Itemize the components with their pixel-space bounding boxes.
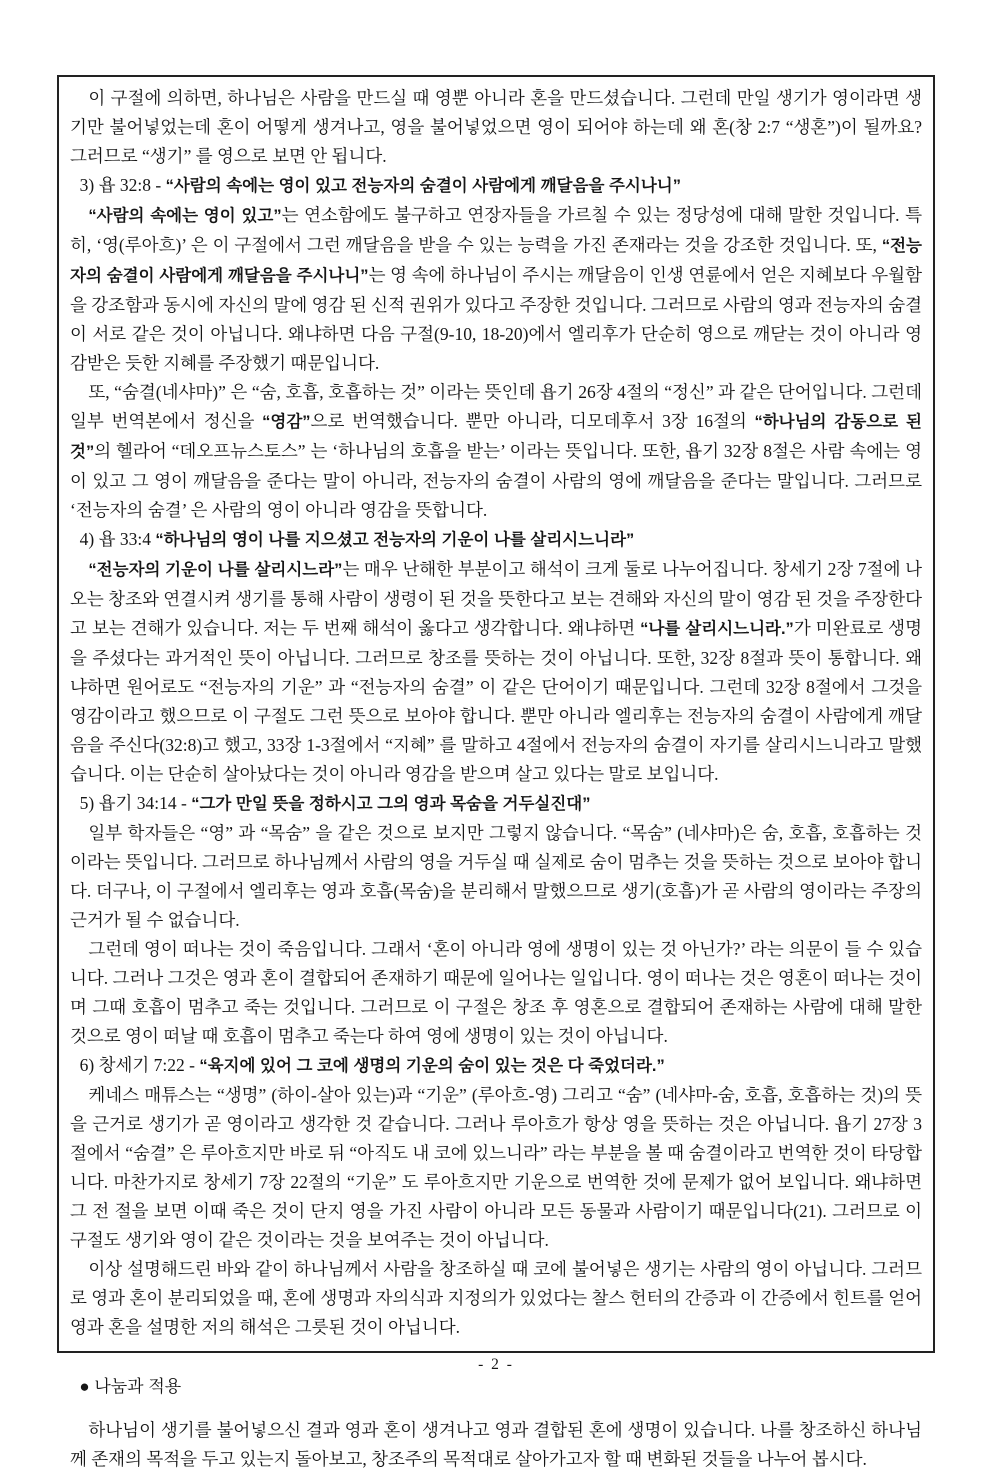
section-heading-sharing-application [70, 1372, 922, 1401]
scripture-quote-bold: “사람의 속에는 영이 있고 전능자의 숨결이 사람에게 깨달음을 주시나니” [165, 177, 681, 195]
scripture-quote-bold: “육지에 있어 그 코에 생명의 기운의 숨이 있는 것은 다 죽었더라.” [199, 1057, 665, 1075]
section-heading-genesis-7-22 [70, 1051, 922, 1081]
body-text: 5) 욥기 34:14 - [79, 793, 192, 813]
scripture-quote-bold: “영감” [262, 413, 311, 431]
body-text: 으로 번역했습니다. 뿐만 아니라, 디모데후서 3장 16절의 [310, 411, 755, 431]
section-heading-job-32-8 [70, 171, 922, 201]
body-text: 의 헬라어 “데오프뉴스토스” 는 ‘하나님의 호흡을 받는’ 이라는 뜻입니다. 또한, 욥기 32장 8절은 사람 속에는 영이 있고 그 영이 깨달음을 준다는 말이 아니라, 전능자의 숨결이 사람의 영에 깨달음을 준다는 말입니다. 그러므로 ‘전능자의 숨결’ 은 사람의 영이 아니라 영감을 뜻합니다. [70, 441, 922, 520]
scripture-quote-bold: “사람의 속에는 영이 있고” [88, 207, 282, 225]
body-text: ● 나눔과 적용 [79, 1377, 182, 1396]
paragraph-neshama-meaning [70, 378, 922, 525]
paragraph-job-34-14-commentary [70, 819, 922, 935]
paragraph-sharing-application [70, 1416, 922, 1474]
scripture-quote-bold: “그가 만일 뜻을 정하시고 그의 영과 목숨을 거두실진대” [191, 795, 591, 813]
scripture-quote-bold: “전능자의 기운이 나를 살리시느라” [88, 561, 343, 579]
paragraph-genesis-7-22-commentary [70, 1081, 922, 1255]
body-text: 는 영 속에 하나님이 주시는 깨달음이 인생 연륜에서 얻은 지혜보다 우월함을 강조함과 동시에 자신의 말에 영감 된 신적 권위가 있다고 주장한 것입니다. 그러므로 사람의 영과 전능자의 숨결이 서로 같은 것이 아닙니다. 왜냐하면 다음 구절(9-10, 18-20)에서 엘리후가 단순히 영으로 깨닫는 것이 아니라 영감받은 듯한 지혜를 주장했기 때문입니다. [70, 265, 923, 373]
body-text: 이상 설명해드린 바와 같이 하나님께서 사람을 창조하실 때 코에 불어넣은 생기는 사람의 영이 아닙니다. 그러므로 영과 혼이 분리되었을 때, 혼에 생명과 자의식과 지정의가 있었다는 찰스 헌터의 간증과 이 간증에서 힌트를 얻어 영과 혼을 설명한 저의 해석은 그릇된 것이 아닙니다. [70, 1259, 923, 1337]
body-text: 또, “숨결(네샤마)” 은 “숨, 호흡, 호흡하는 것” 이라는 뜻인데 욥기 26장 4절의 “정신” 과 같은 단어입니다. 그런데 일부 번역본에서 정신을 [70, 382, 922, 431]
scripture-quote-bold: “하나님의 감동으로 된 것” [70, 413, 922, 461]
body-text: 그런데 영이 떠나는 것이 죽음입니다. 그래서 ‘혼이 아니라 영에 생명이 있는 것 아닌가?’ 라는 의문이 들 수 있습니다. 그러나 그것은 영과 혼이 결합되어 존재하기 때문에 일어나는 일입니다. 영이 떠나는 것은 영혼이 떠나는 것이며 그때 호흡이 멈추고 죽는 것입니다. 그러므로 이 구절은 창조 후 영혼으로 결합되어 존재하는 사람에 대해 말한 것으로 영이 떠날 때 호흡이 멈추고 죽는다 하여 영에 생명이 있는 것이 아닙니다. [70, 939, 923, 1046]
paragraph-conclusion [70, 1255, 922, 1342]
page-number: - 2 - [478, 1356, 514, 1373]
scripture-quote-bold: “나를 살리시느니라.” [640, 620, 794, 638]
body-text: 하나님이 생기를 불어넣으신 결과 영과 혼이 생겨나고 영과 결합된 혼에 생명이 있습니다. 나를 창조하신 하나님께 존재의 목적을 두고 있는지 돌아보고, 창조주의 목적대로 살아가고자 할 때 변화된 것들을 나누어 봅시다. [70, 1420, 922, 1469]
paragraph-spirit-departure [70, 935, 922, 1051]
body-text: 일부 학자들은 “영” 과 “목숨” 을 같은 것으로 보지만 그렇지 않습니다. “목숨” (네샤마)은 숨, 호흡, 호흡하는 것이라는 뜻입니다. 그러므로 하나님께서 사람의 영을 거두실 때 실제로 숨이 멈추는 것을 뜻하는 것으로 보아야 합니다. 더구나, 이 구절에서 엘리후는 영과 호흡(목숨)을 분리해서 말했으므로 생기(호흡)가 곧 사람의 영이라는 주장의 근거가 될 수 없습니다. [70, 823, 922, 930]
scripture-quote-bold: “전능자의 숨결이 사람에게 깨달음을 주시나니” [70, 237, 922, 285]
section-heading-job-34-14 [70, 789, 922, 819]
text-frame [57, 75, 935, 1469]
paragraph-job-33-4-commentary [70, 555, 922, 789]
paragraph-job-32-8-commentary [70, 201, 922, 378]
paragraph-intro [70, 84, 922, 171]
body-text: 4) 욥 33:4 [79, 529, 156, 549]
body-text: 3) 욥 32:8 - [79, 175, 166, 195]
body-text: 는 연소함에도 불구하고 연장자들을 가르칠 수 있는 정당성에 대해 말한 것입니다. 특히, ‘영(루아흐)’ 은 이 구절에서 그런 깨달음을 받을 수 있는 능력을 가진 존재라는 것을 강조한 것입니다. 또, [70, 205, 922, 255]
section-heading-job-33-4 [70, 525, 922, 555]
body-text: 는 매우 난해한 부분이고 해석이 크게 둘로 나누어집니다. 창세기 2장 7절에 나오는 창조와 연결시켜 생기를 통해 사람이 생령이 된 것을 뜻한다고 보는 견해와 자신의 말이 영감 된 것을 주장한다고 보는 견해가 있습니다. 저는 두 번째 해석이 옳다고 생각합니다. 왜냐하면 [70, 559, 923, 638]
body-text: 가 미완료로 생명을 주셨다는 과거적인 뜻이 아닙니다. 그러므로 창조를 뜻하는 것이 아닙니다. 또한, 32장 8절과 뜻이 통합니다. 왜냐하면 원어로도 “전능자의 기운” 과 “전능자의 숨결” 이 같은 단어이기 때문입니다. 그런데 32장 8절에서 그것을 영감이라고 했으므로 이 구절도 그런 뜻으로 보아야 합니다. 뿐만 아니라 엘리후는 전능자의 숨결이 사람에게 깨달음을 주신다(32:8)고 했고, 33장 1-3절에서 “지혜” 를 말하고 4절에서 전능자의 숨결이 자기를 살리시느니라고 말했습니다. 이는 단순히 살아났다는 것이 아니라 영감을 받으며 살고 있다는 말로 보입니다. [70, 618, 922, 784]
body-text: 이 구절에 의하면, 하나님은 사람을 만드실 때 영뿐 아니라 혼을 만드셨습니다. 그런데 만일 생기가 영이라면 생기만 불어넣었는데 혼이 어떻게 생겨나고, 영을 불어넣었으면 영이 되어야 하는데 왜 혼(창 2:7 “생혼”)이 될까요? 그러므로 “생기” 를 영으로 보면 안 됩니다. [70, 88, 922, 166]
scripture-quote-bold: “하나님의 영이 나를 지으셨고 전능자의 기운이 나를 살리시느니라” [155, 531, 635, 549]
body-text: 케네스 매튜스는 “생명” (하이-살아 있는)과 “기운” (루아흐-영) 그리고 “숨” (네샤마-숨, 호흡, 호흡하는 것)의 뜻을 근거로 생기가 곧 영이라고 생각한 것 같습니다. 그러나 루아흐가 항상 영을 뜻하는 것은 아닙니다. 욥기 27장 3절에서 “숨결” 은 루아흐지만 바로 뒤 “아직도 내 코에 있느니라” 라는 부분을 볼 때 숨결이라고 번역한 것이 타당합니다. 마찬가지로 창세기 7장 22절의 “기운” 도 루아흐지만 기운으로 번역한 것에 문제가 없어 보입니다. 왜냐하면 그 전 절을 보면 이때 죽은 것이 단지 영을 가진 사람이 아니라 모든 동물과 사람이기 때문입니다(21). 그러므로 이 구절도 생기와 영이 같은 것이라는 것을 보여주는 것이 아닙니다. [70, 1085, 922, 1250]
body-text: 6) 창세기 7:22 - [79, 1055, 200, 1075]
